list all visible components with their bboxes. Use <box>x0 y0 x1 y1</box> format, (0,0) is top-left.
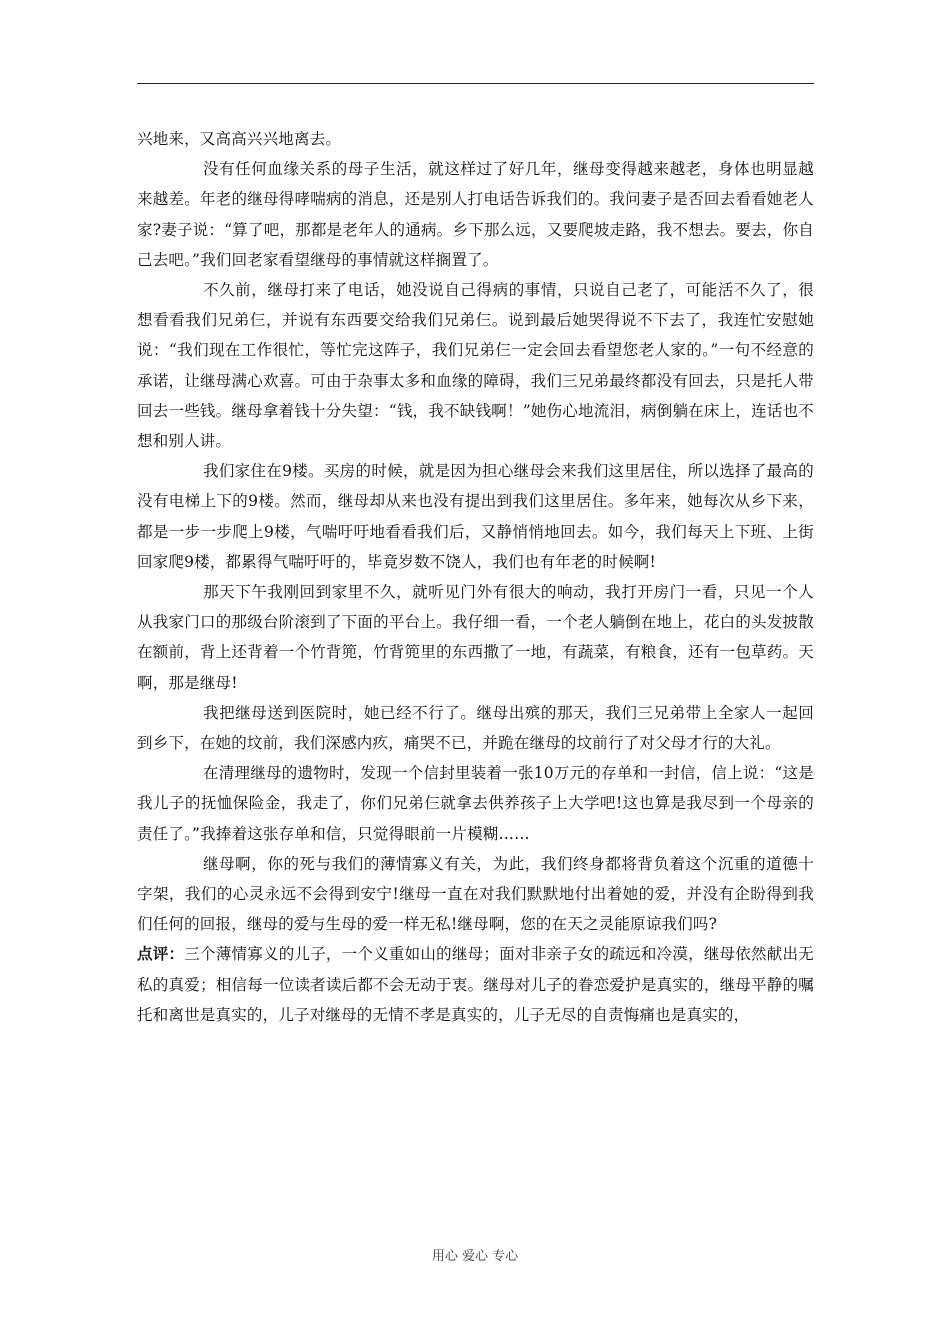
paragraph: 在清理继母的遗物时，发现一个信封里装着一张10万元的存单和一封信，信上说：“这是我儿子的抚恤保险金，我走了，你们兄弟仨就拿去供养孩子上大学吧!这也算是我尽到一个母亲的责任了。”我捧着这张存单和信，只觉得眼前一片模糊…… <box>137 764 814 843</box>
paragraph: 继母啊，你的死与我们的薄情寡义有关，为此，我们终身都将背负着这个沉重的道德十字架，我们的心灵永远不会得到安宁!继母一直在对我们默默地付出着她的爱，并没有企盼得到我们任何的回报，继母的爱与生母的爱一样无私!继母啊，您的在天之灵能原谅我们吗? <box>137 854 814 934</box>
comment-label: 点评： <box>137 944 185 964</box>
paragraph-continuation: 兴地来，又高高兴兴地离去。 <box>137 130 342 148</box>
comment-paragraph <box>137 939 814 1030</box>
paragraph: 我们家住在9楼。买房的时候，就是因为担心继母会来我们这里居住，所以选择了最高的没有电梯上下的9楼。然而，继母却从来也没有提出到我们这里居住。多年来，她每次从乡下来，都是一步一步爬上9楼，气喘吁吁地看看我们后，又静悄悄地回去。如今，我们每天上下班、上街回家爬9楼，都累得气喘吁吁的，毕竟岁数不饶人，我们也有年老的时候啊! <box>137 462 814 571</box>
paragraph: 我把继母送到医院时，她已经不行了。继母出殡的那天，我们三兄弟带上全家人一起回到乡下，在她的坟前，我们深感内疚，痛哭不已，并跪在继母的坟前行了对父母才行的大礼。 <box>137 703 814 753</box>
paragraph: 没有任何血缘关系的母子生活，就这样过了好几年，继母变得越来越老，身体也明显越来越差。年老的继母得哮喘病的消息，还是别人打电话告诉我们的。我问妻子是否回去看看她老人家?妻子说：“算了吧，那都是老年人的通病。乡下那么远，又要爬坡走路，我不想去。要去，你自己去吧。”我们回老家看望继母的事情就这样搁置了。 <box>137 160 814 269</box>
page-footer: 用心 爱心 专心 <box>431 1249 519 1264</box>
header-rule <box>137 83 814 84</box>
paragraph: 那天下午我刚回到家里不久，就听见门外有很大的响动，我打开房门一看，只见一个人从我家门口的那级台阶滚到了下面的平台上。我仔细一看，一个老人躺倒在地上，花白的头发披散在额前，背上还背着一个竹背篼，竹背篼里的东西撒了一地，有蔬菜，有粮食，还有一包草药。天啊，那是继母! <box>137 583 814 692</box>
body-text <box>137 124 814 1030</box>
paragraph: 不久前，继母打来了电话，她没说自己得病的事情，只说自己老了，可能活不久了，很想看看我们兄弟仨，并说有东西要交给我们兄弟仨。说到最后她哭得说不下去了，我连忙安慰她说：“我们现在工作很忙，等忙完这阵子，我们兄弟仨一定会回去看望您老人家的。”一句不经意的承诺，让继母满心欢喜。可由于杂事太多和血缘的障碍，我们三兄弟最终都没有回去，只是托人带回去一些钱。继母拿着钱十分失望：“钱，我不缺钱啊！”她伤心地流泪，病倒躺在床上，连话也不想和别人讲。 <box>137 281 814 451</box>
comment-text: 三个薄情寡义的儿子，一个义重如山的继母；面对非亲子女的疏远和冷漠，继母依然献出无私的真爱；相信每一位读者读后都不会无动于衷。继母对儿子的眷恋爱护是真实的，继母平静的嘱托和离世是真实的，儿子对继母的无情不孝是真实的，儿子无尽的自责悔痛也是真实的， <box>137 945 814 1024</box>
